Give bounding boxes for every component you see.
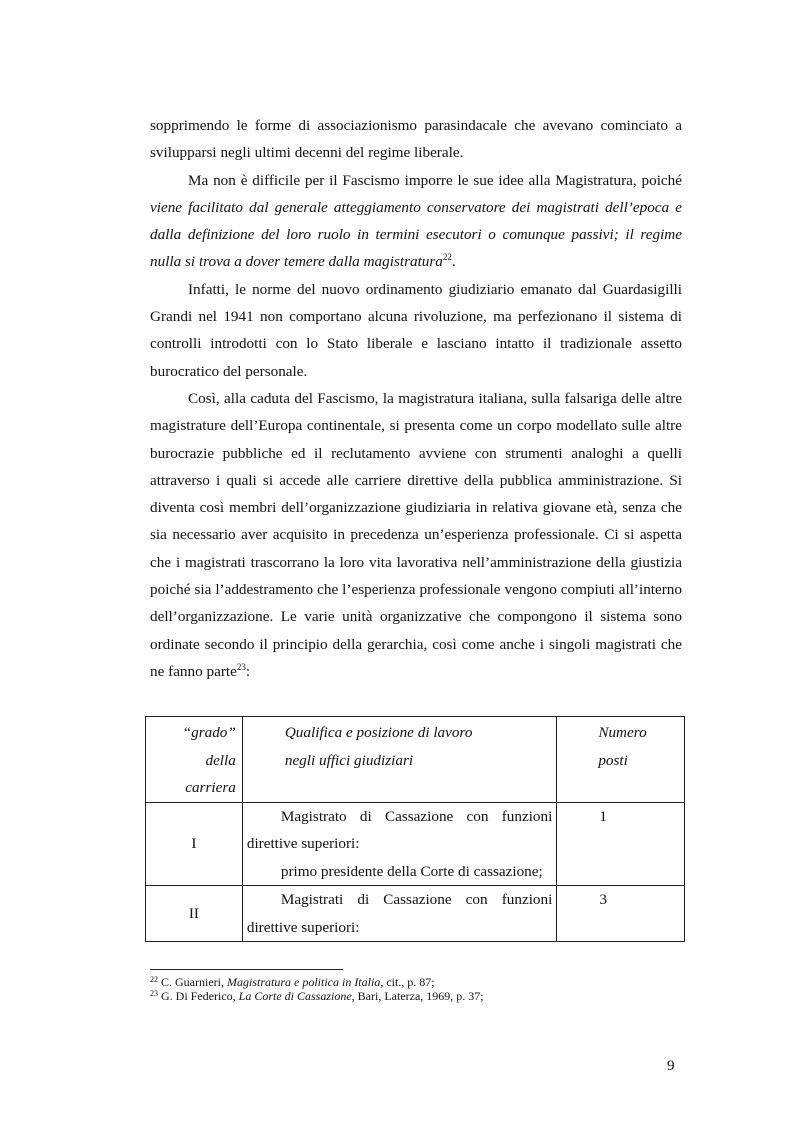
paragraph-2	[150, 167, 682, 276]
qualification-line: Magistrato di Cassazione con funzioni	[280, 807, 553, 825]
grade-cell: I	[146, 802, 243, 886]
qualification-line: direttive superiori:	[246, 835, 360, 852]
paragraph-4-text: Così, alla caduta del Fascismo, la magistratura italiana, sulla falsariga delle altre magistrature dell’Europa continentale, si presenta come un corpo modellato sulle altre burocrazie pubbliche ed il reclutamento avviene con strumenti analoghi a quelli attraverso i quali si accede alle carriere direttive della pubblica amministrazione. Si diventa così membri dell’organizzazione giudiziaria in relativa giovane età, senza che sia necessario aver acquisito in precedenza un’esperienza professionale. Ci si aspetta che i magistrati trascorrano la loro vita lavorativa nell’amministrazione della giustizia poiché sia l’addestramento che l’esperienza professionale vengono compiuti all’interno dell’organizzazione. Le varie unità organizzative che compongono il sistema sono ordinate secondo il principio della gerarchia, così come anche i singoli magistrati che ne fanno parte	[150, 389, 682, 680]
footnote-title: La Corte di Cassazione	[238, 989, 352, 1003]
footnote-ref-22[interactable]: 22	[442, 252, 452, 263]
footnote-number: 23	[150, 989, 158, 998]
posts-cell: 3	[557, 886, 685, 942]
table-row	[146, 886, 685, 942]
footnote-text: G. Di Federico,	[158, 989, 239, 1003]
footnote-number: 22	[150, 975, 158, 984]
paragraph-2-quote: viene facilitato dal generale atteggiamento conservatore dei magistrati dell’epoca e dalla definizione del loro ruolo in termini esecutori o comunque passivi; il regime nulla si trova a dover temere dalla magistratura	[150, 198, 682, 271]
paragraph-3: Infatti, le norme del nuovo ordinamento giudiziario emanato dal Guardasigilli Grandi nel 1941 non comportano alcuna rivoluzione, ma perfezionano il sistema di controlli introdotti con lo Stato liberale e lasciano intatto il tradizionale assetto burocratico del personale.	[150, 280, 682, 380]
footnote-title: Magistratura e politica in Italia	[226, 975, 381, 989]
posts-cell: 1	[557, 802, 685, 886]
qualification-cell	[242, 886, 556, 942]
footnote-text: , Bari, Laterza, 1969, p. 37;	[351, 989, 484, 1003]
paragraph-2-text: Ma non è difficile per il Fascismo imporre le sue idee alla Magistratura, poiché	[188, 171, 682, 189]
footnote-text: , cit., p. 87;	[380, 975, 435, 989]
header-grade-line: carriera	[185, 779, 236, 796]
qualification-line: primo presidente della Corte di cassazione;	[280, 862, 543, 880]
qualification-line: Magistrati di Cassazione con funzioni	[280, 891, 553, 908]
page-number: 9	[667, 1057, 675, 1074]
footnote-23	[150, 989, 484, 1003]
table-header-row	[146, 717, 685, 803]
header-grade-line: della	[205, 751, 236, 769]
qualification-line: direttive superiori:	[246, 918, 360, 936]
paragraph-1: sopprimendo le forme di associazionismo parasindacale che avevano cominciato a svilupparsi negli ultimi decenni del regime liberale.	[150, 117, 682, 162]
header-posts	[557, 717, 685, 803]
qualification-cell	[242, 802, 556, 886]
header-qualification	[242, 717, 556, 803]
footnote-text: C. Guarnieri,	[158, 975, 227, 989]
paragraph-4-end: :	[245, 662, 251, 680]
header-posts-line: posti	[598, 751, 628, 769]
header-grade-line: “grado”	[182, 724, 236, 741]
header-posts-line: Numero	[598, 724, 647, 741]
header-qualification-line: negli uffici giudiziari	[284, 751, 414, 769]
header-qualification-line: Qualifica e posizione di lavoro	[284, 724, 473, 741]
footnote-ref-23[interactable]: 23	[236, 661, 246, 672]
footnotes	[150, 975, 484, 1003]
paragraph-2-end: .	[451, 253, 456, 271]
grade-cell: II	[146, 886, 243, 942]
career-grade-table	[145, 716, 685, 942]
footnote-divider	[150, 969, 343, 970]
footnote-22	[150, 975, 484, 989]
paragraph-4	[150, 385, 682, 685]
body-text	[150, 112, 682, 685]
header-grade	[146, 717, 243, 803]
table-row	[146, 802, 685, 886]
